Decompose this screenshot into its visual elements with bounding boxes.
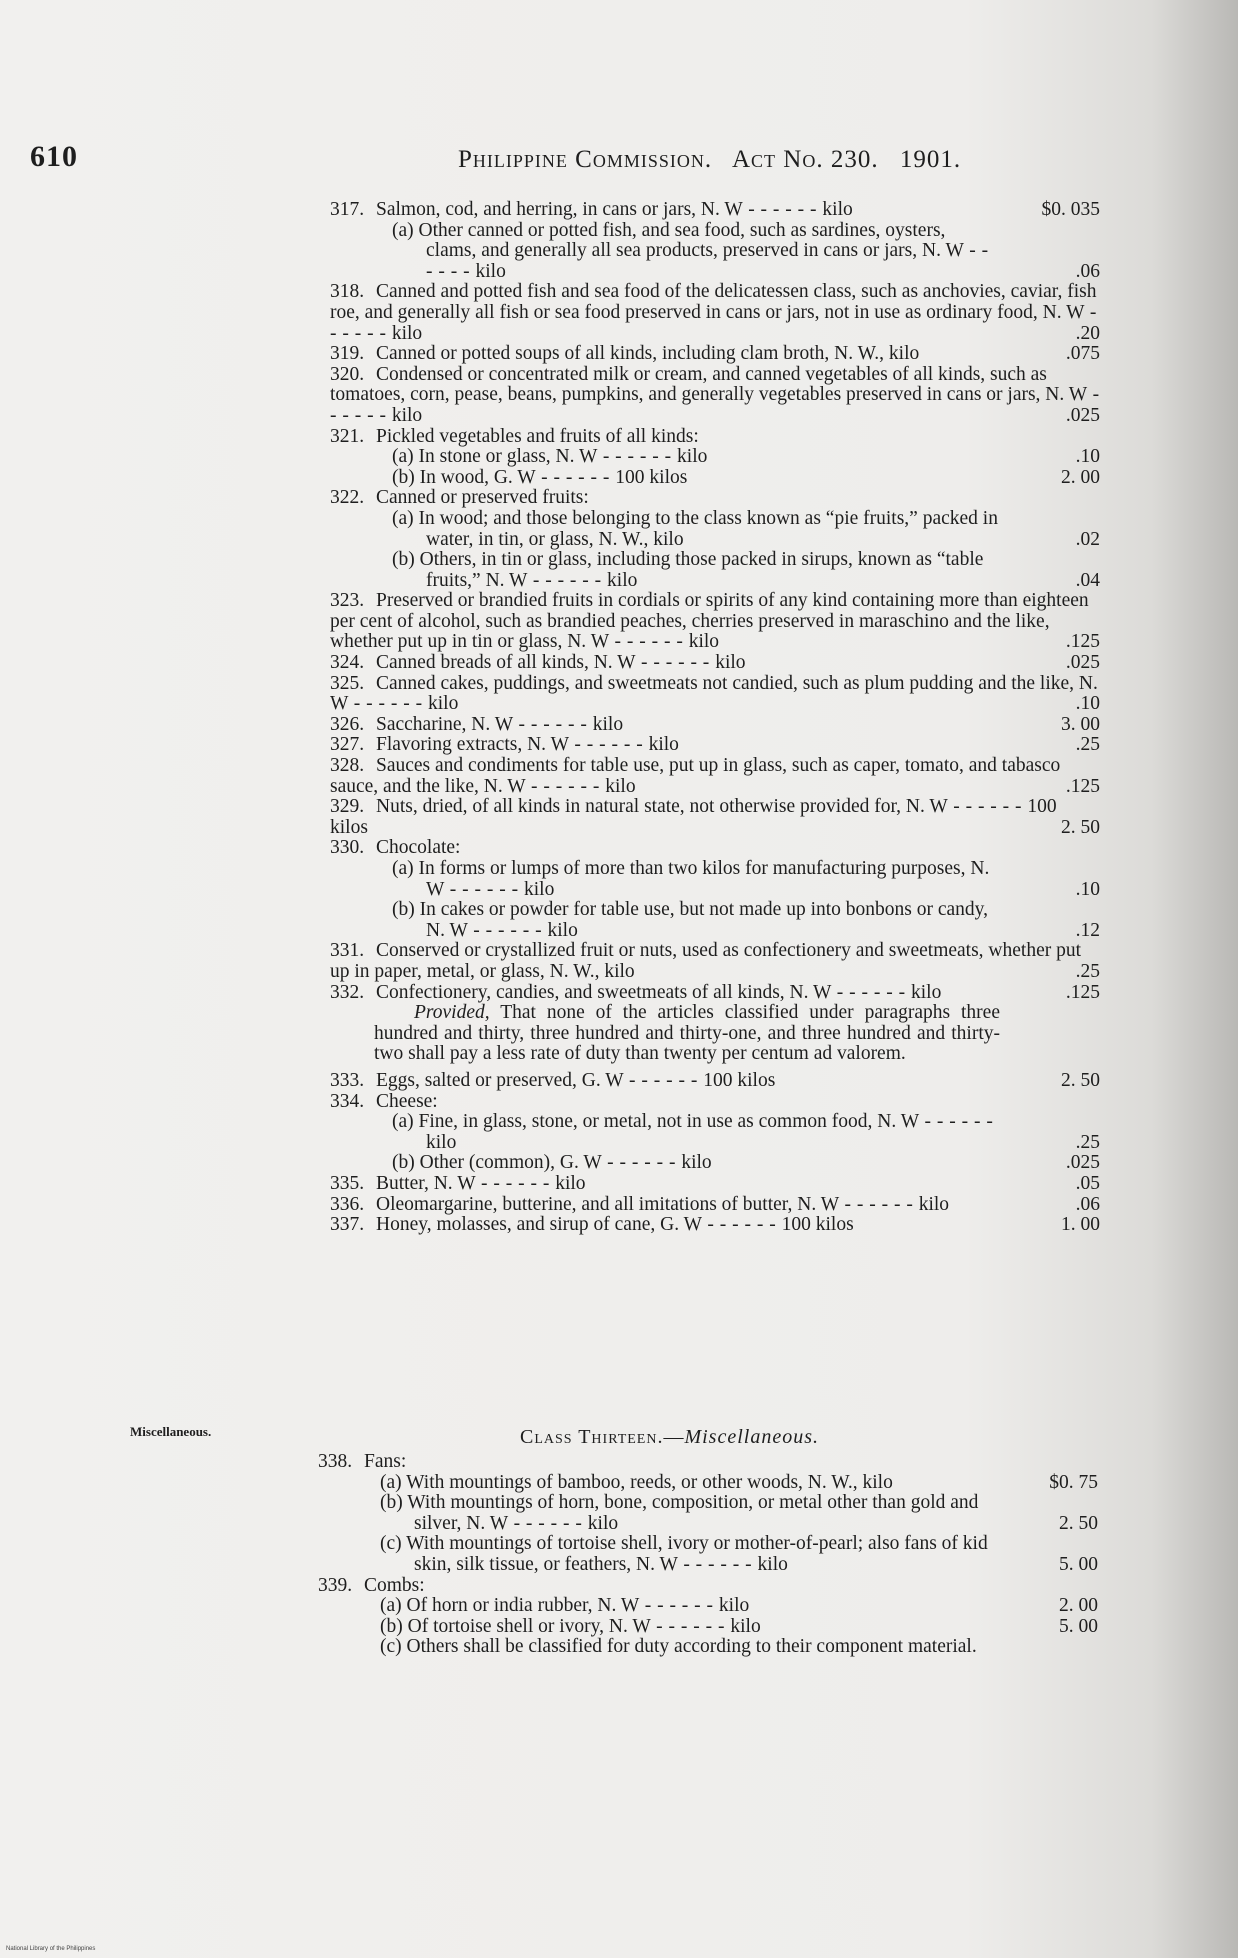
item-rate: .06 [1075, 1193, 1100, 1215]
item-unit: kilo [718, 1595, 750, 1617]
item-description [380, 1493, 998, 1534]
item-rate: 5. 00 [1059, 1615, 1098, 1637]
tariff-list-class-twelve [330, 200, 1100, 1236]
item-text: (b) With mountings of horn, bone, composition, or metal other than gold and silver, N. W [380, 1492, 979, 1534]
item-description [318, 1451, 406, 1472]
item-description [380, 1596, 998, 1617]
item-rate: .10 [1075, 693, 1100, 715]
item-unit: kilo [605, 775, 636, 797]
item-description [330, 590, 1089, 652]
item-unit: kilo [918, 1193, 950, 1215]
tariff-subitem [318, 1596, 1098, 1617]
tariff-item [330, 1195, 1100, 1216]
item-rate: 3. 00 [1061, 713, 1100, 735]
item-description [330, 796, 1057, 838]
item-rate: .125 [1065, 775, 1100, 797]
item-unit: kilo [592, 713, 624, 735]
item-number: 327. [330, 734, 365, 756]
item-rate: .075 [1065, 343, 1100, 365]
tariff-item [330, 1092, 1100, 1113]
item-rate: .20 [1075, 322, 1100, 344]
item-rate: 5. 00 [1059, 1553, 1098, 1575]
item-number: 332. [330, 981, 365, 1003]
leader-dashes: - - - - - - [742, 199, 823, 220]
tariff-item [330, 427, 1100, 448]
item-text: Nuts, dried, of all kinds in natural state, not otherwise provided for, N. W [376, 796, 948, 818]
item-text: Honey, molasses, and sirup of cane, G. W [376, 1214, 703, 1236]
class-heading [520, 1426, 819, 1449]
item-description [392, 221, 1000, 283]
tariff-item [330, 983, 1100, 1004]
tariff-item [330, 756, 1100, 797]
item-description [330, 364, 1100, 426]
tariff-item [330, 344, 1100, 365]
proviso-lead: Provided, [414, 1002, 490, 1024]
tariff-subitem [318, 1617, 1098, 1638]
tariff-item [330, 591, 1100, 653]
item-rate: .12 [1075, 919, 1100, 941]
item-description [318, 1575, 425, 1596]
item-text: Eggs, salted or preserved, G. W [376, 1069, 624, 1091]
item-text: (b) Of tortoise shell or ivory, N. W [380, 1615, 651, 1637]
class-heading-prefix: Class Thirteen.— [520, 1426, 685, 1448]
item-description [392, 509, 1000, 550]
item-rate: .025 [1065, 1152, 1100, 1174]
item-text: Sauces and condiments for table use, put up in glass, such as caper, tomato, and tabasco sauce, and the like, N. W [330, 755, 1061, 797]
item-unit: kilo [648, 734, 679, 756]
item-unit: kilo [547, 919, 578, 941]
item-number: 329. [330, 796, 365, 818]
tariff-item [330, 653, 1100, 674]
item-description [330, 652, 746, 673]
item-number: 331. [330, 940, 365, 962]
leader-dashes: - - - - - - [426, 240, 989, 282]
item-unit: kilo [911, 981, 942, 1003]
tariff-item [330, 838, 1100, 859]
leader-dashes: - - - - - - [831, 981, 912, 1003]
tariff-item [330, 797, 1100, 838]
item-description [392, 468, 1000, 489]
leader-dashes: - - - - - - [467, 919, 548, 941]
leader-dashes: - - - - - - [839, 1193, 919, 1215]
item-rate: .06 [1075, 260, 1100, 282]
item-number: 338. [318, 1451, 353, 1472]
item-rate: .125 [1065, 981, 1100, 1003]
running-title: Philippine Commission. [458, 146, 713, 173]
tariff-item [318, 1452, 1098, 1473]
tariff-subitem [330, 1153, 1100, 1174]
item-text: (a) In stone or glass, N. W [392, 446, 598, 468]
item-description [330, 673, 1098, 715]
item-text: (c) With mountings of tortoise shell, ivory or mother-of-pearl; also fans of kid skin, silk tissue, or feathers, N. W [380, 1533, 988, 1575]
item-description [380, 1534, 998, 1575]
item-rate: .025 [1065, 404, 1100, 426]
item-unit: kilo [681, 1152, 712, 1174]
item-rate: 2. 00 [1061, 466, 1100, 488]
leader-dashes: - - - - - - [623, 1069, 704, 1091]
item-text: Conserved or crystallized fruit or nuts, used as confectionery and sweetmeats, whether put up in paper, metal, or glass, N. W., kilo [330, 940, 1082, 982]
item-description [380, 1637, 998, 1658]
item-unit: kilo [555, 1172, 586, 1194]
item-rate: .125 [1065, 631, 1100, 653]
leader-dashes: - - - - - - [330, 384, 1100, 426]
tariff-item [330, 365, 1100, 427]
leader-dashes: - - - - - - [568, 734, 649, 756]
leader-dashes: - - - - - - [330, 301, 1097, 344]
leader-dashes: - - - - - - [702, 1214, 782, 1236]
item-rate: .25 [1075, 960, 1100, 982]
tariff-subitem [330, 900, 1100, 941]
leader-dashes: - - - - - - [601, 1152, 682, 1174]
item-unit: kilo [426, 1131, 457, 1153]
item-rate: .25 [1075, 1131, 1100, 1153]
tariff-list-class-thirteen [318, 1452, 1098, 1658]
proviso-text: That none of the articles classified under paragraphs three hundred and thirty, three hundred and thirty-one, and three hundred and thirty-two shall pay a less rate of duty than twenty per centum ad valorem. [374, 1002, 1000, 1065]
leader-dashes: - - - - - - [947, 796, 1028, 818]
class-heading-title: Miscellaneous. [684, 1426, 819, 1448]
item-rate: .25 [1075, 734, 1100, 756]
item-number: 330. [330, 837, 365, 859]
item-number: 339. [318, 1574, 353, 1596]
tariff-subitem [318, 1473, 1098, 1494]
item-number: 326. [330, 713, 365, 735]
item-description [330, 940, 1081, 982]
leader-dashes: - - - - - - [444, 878, 524, 900]
item-number: 317. [330, 199, 365, 220]
item-text: Canned breads of all kinds, N. W [376, 652, 636, 674]
item-text: (a) Of horn or india rubber, N. W [380, 1595, 640, 1617]
item-text: Oleomargarine, butterine, and all imitations of butter, N. W [376, 1193, 840, 1215]
item-description [330, 1194, 949, 1215]
leader-dashes: - - - - - - [597, 446, 678, 468]
item-rate: .025 [1065, 652, 1100, 674]
item-unit: kilo [391, 404, 423, 426]
item-number: 333. [330, 1069, 365, 1091]
leader-dashes: - - - - - - [650, 1615, 731, 1637]
leader-dashes: - - - - - - [677, 1553, 758, 1575]
item-description [330, 199, 853, 220]
item-description [330, 487, 589, 508]
item-description [330, 982, 941, 1003]
page-number: 610 [30, 140, 78, 173]
item-description [380, 1473, 998, 1494]
item-unit: 100 kilos [781, 1214, 854, 1236]
leader-dashes: - - - - - - [527, 569, 608, 591]
item-text: Pickled vegetables and fruits of all kinds: [376, 425, 699, 447]
item-number: 324. [330, 652, 365, 674]
item-text: Flavoring extracts, N. W [376, 734, 569, 756]
item-text: (a) In wood; and those belonging to the class known as “pie fruits,” packed in water, in tin, or glass, N. W., kilo [392, 507, 998, 550]
item-unit: 100 kilos [330, 796, 1057, 838]
item-text: Salmon, cod, and herring, in cans or jars, N. W [376, 199, 743, 220]
tariff-item [318, 1576, 1098, 1597]
leader-dashes: - - - - - - [508, 1512, 588, 1534]
item-text: (b) In cakes or powder for table use, but not made up into bonbons or candy, N. W [392, 899, 989, 941]
item-text: Canned or potted soups of all kinds, including clam broth, N. W., kilo [376, 343, 920, 365]
item-unit: kilo [688, 631, 720, 653]
item-unit: 100 kilos [615, 466, 688, 488]
item-text: (b) Others, in tin or glass, including those packed in sirups, known as “table fruits,” N. W [392, 549, 984, 591]
item-text: (a) With mountings of bamboo, reeds, or other woods, N. W., kilo [380, 1471, 893, 1493]
tariff-item [330, 1174, 1100, 1195]
leader-dashes: - - - - - - [525, 775, 606, 797]
item-number: 322. [330, 487, 365, 509]
item-unit: kilo [524, 878, 555, 900]
act-number: Act No. 230. [731, 146, 879, 173]
item-number: 337. [330, 1214, 365, 1236]
item-text: Canned cakes, puddings, and sweetmeats not candied, such as plum pudding and the like, N. W [330, 672, 1098, 715]
item-description [330, 1091, 438, 1112]
item-description [330, 1173, 586, 1194]
item-description [392, 447, 1000, 468]
item-description [392, 900, 1000, 941]
tariff-item [330, 1071, 1100, 1092]
item-unit: kilo [587, 1512, 619, 1534]
tariff-item [330, 715, 1100, 736]
item-rate: .10 [1075, 446, 1100, 468]
item-number: 318. [330, 281, 365, 303]
tariff-item [330, 1215, 1100, 1236]
item-unit: kilo [475, 260, 506, 282]
item-text: (b) Other (common), G. W [392, 1152, 602, 1174]
item-text: Canned and potted fish and sea food of the delicatessen class, such as anchovies, caviar, fish roe, and generally all fish or sea food preserved in cans or jars, not in use as ordinary food, N. W [330, 281, 1097, 323]
item-description [380, 1617, 998, 1638]
item-rate: 2. 50 [1059, 1512, 1098, 1534]
item-rate: 1. 00 [1061, 1214, 1100, 1236]
item-text: Cheese: [376, 1090, 438, 1112]
proviso-paragraph [330, 1003, 1000, 1065]
tariff-item [330, 488, 1100, 509]
item-description [330, 714, 623, 735]
tariff-subitem [330, 468, 1100, 489]
item-unit: kilo [428, 693, 459, 715]
tariff-item [330, 674, 1100, 715]
item-text: (b) In wood, G. W [392, 466, 536, 488]
item-rate: .02 [1075, 528, 1100, 550]
item-number: 325. [330, 672, 365, 694]
item-unit: kilo [677, 446, 708, 468]
item-description [330, 343, 919, 364]
item-unit: kilo [757, 1553, 788, 1575]
item-text: (a) Other canned or potted fish, and sea food, such as sardines, oysters, clams, and generally all sea products, preserved in cans or jars, N. W [392, 219, 964, 262]
leader-dashes: - - - - - - [513, 713, 593, 735]
tariff-subitem [330, 509, 1100, 550]
item-text: Chocolate: [376, 837, 461, 859]
tariff-subitem [330, 447, 1100, 468]
item-rate: $0. 035 [1041, 199, 1100, 220]
item-description [392, 550, 1000, 591]
item-number: 328. [330, 755, 365, 777]
tariff-subitem [318, 1637, 1098, 1658]
item-unit: kilo [391, 322, 423, 344]
item-rate: $0. 75 [1049, 1471, 1098, 1493]
item-text: Confectionery, candies, and sweetmeats of all kinds, N. W [376, 981, 832, 1003]
tariff-subitem [330, 221, 1100, 283]
item-description [330, 281, 1097, 343]
item-text: Preserved or brandied fruits in cordials or spirits of any kind containing more than eighteen per cent of alcohol, such as brandied peaches, cherries preserved in maraschino and the like, whether put up in tin or glass, N. W [330, 590, 1089, 653]
tariff-subitem [318, 1534, 1098, 1575]
tariff-item [330, 735, 1100, 756]
item-unit: kilo [607, 569, 638, 591]
leader-dashes: - - - - - - [475, 1172, 556, 1194]
leader-dashes: - - - - - - [639, 1595, 719, 1617]
item-text: (c) Others shall be classified for duty according to their component material. [380, 1636, 977, 1658]
leader-dashes: - - - - - - [348, 693, 428, 715]
item-unit: kilo [715, 652, 746, 674]
side-note: Miscellaneous. [130, 1424, 212, 1439]
footer-credit: National Library of the Philippines [6, 1946, 96, 1952]
tariff-subitem [318, 1493, 1098, 1534]
year: 1901. [899, 146, 962, 173]
item-description [330, 1070, 775, 1091]
item-description [330, 755, 1060, 797]
item-rate: 2. 00 [1059, 1595, 1098, 1617]
item-rate: .04 [1075, 569, 1100, 591]
item-text: Saccharine, N. W [376, 713, 514, 735]
item-description [330, 1214, 854, 1235]
leader-dashes: - - - - - - [919, 1111, 994, 1133]
tariff-subitem [330, 859, 1100, 900]
item-number: 323. [330, 590, 365, 612]
item-unit: kilo [822, 199, 853, 220]
item-description [392, 1153, 1000, 1174]
item-text: Butter, N. W [376, 1172, 476, 1194]
item-number: 336. [330, 1193, 365, 1215]
item-description [330, 734, 679, 755]
leader-dashes: - - - - - - [535, 466, 616, 488]
item-text: Combs: [364, 1574, 425, 1596]
item-number: 320. [330, 363, 365, 385]
item-text: (a) Fine, in glass, stone, or metal, not in use as common food, N. W [392, 1111, 920, 1133]
leader-dashes: - - - - - - [635, 652, 716, 674]
item-number: 321. [330, 425, 365, 447]
running-header [458, 146, 975, 174]
item-rate: .05 [1075, 1172, 1100, 1194]
item-description [392, 1112, 1000, 1153]
item-description [330, 837, 460, 858]
item-rate: .10 [1075, 878, 1100, 900]
tariff-item [330, 941, 1100, 982]
item-unit: 100 kilos [703, 1069, 776, 1091]
item-rate: 2. 50 [1061, 816, 1100, 838]
tariff-item [330, 200, 1100, 221]
item-description [330, 426, 699, 447]
item-text: Canned or preserved fruits: [376, 487, 589, 509]
item-unit: kilo [730, 1615, 761, 1637]
item-number: 335. [330, 1172, 365, 1194]
item-number: 334. [330, 1090, 365, 1112]
item-text: (a) In forms or lumps of more than two kilos for manufacturing purposes, N. W [392, 858, 990, 900]
item-rate: 2. 50 [1061, 1069, 1100, 1091]
tariff-subitem [330, 1112, 1100, 1153]
item-description [392, 859, 1000, 900]
item-text: Condensed or concentrated milk or cream, and canned vegetables of all kinds, such as tomatoes, corn, pease, beans, pumpkins, and generally vegetables preserved in cans or jars, N. W [330, 363, 1088, 406]
tariff-subitem [330, 550, 1100, 591]
tariff-item [330, 282, 1100, 344]
leader-dashes: - - - - - - [609, 631, 689, 653]
item-number: 319. [330, 343, 365, 365]
item-text: Fans: [364, 1451, 407, 1472]
